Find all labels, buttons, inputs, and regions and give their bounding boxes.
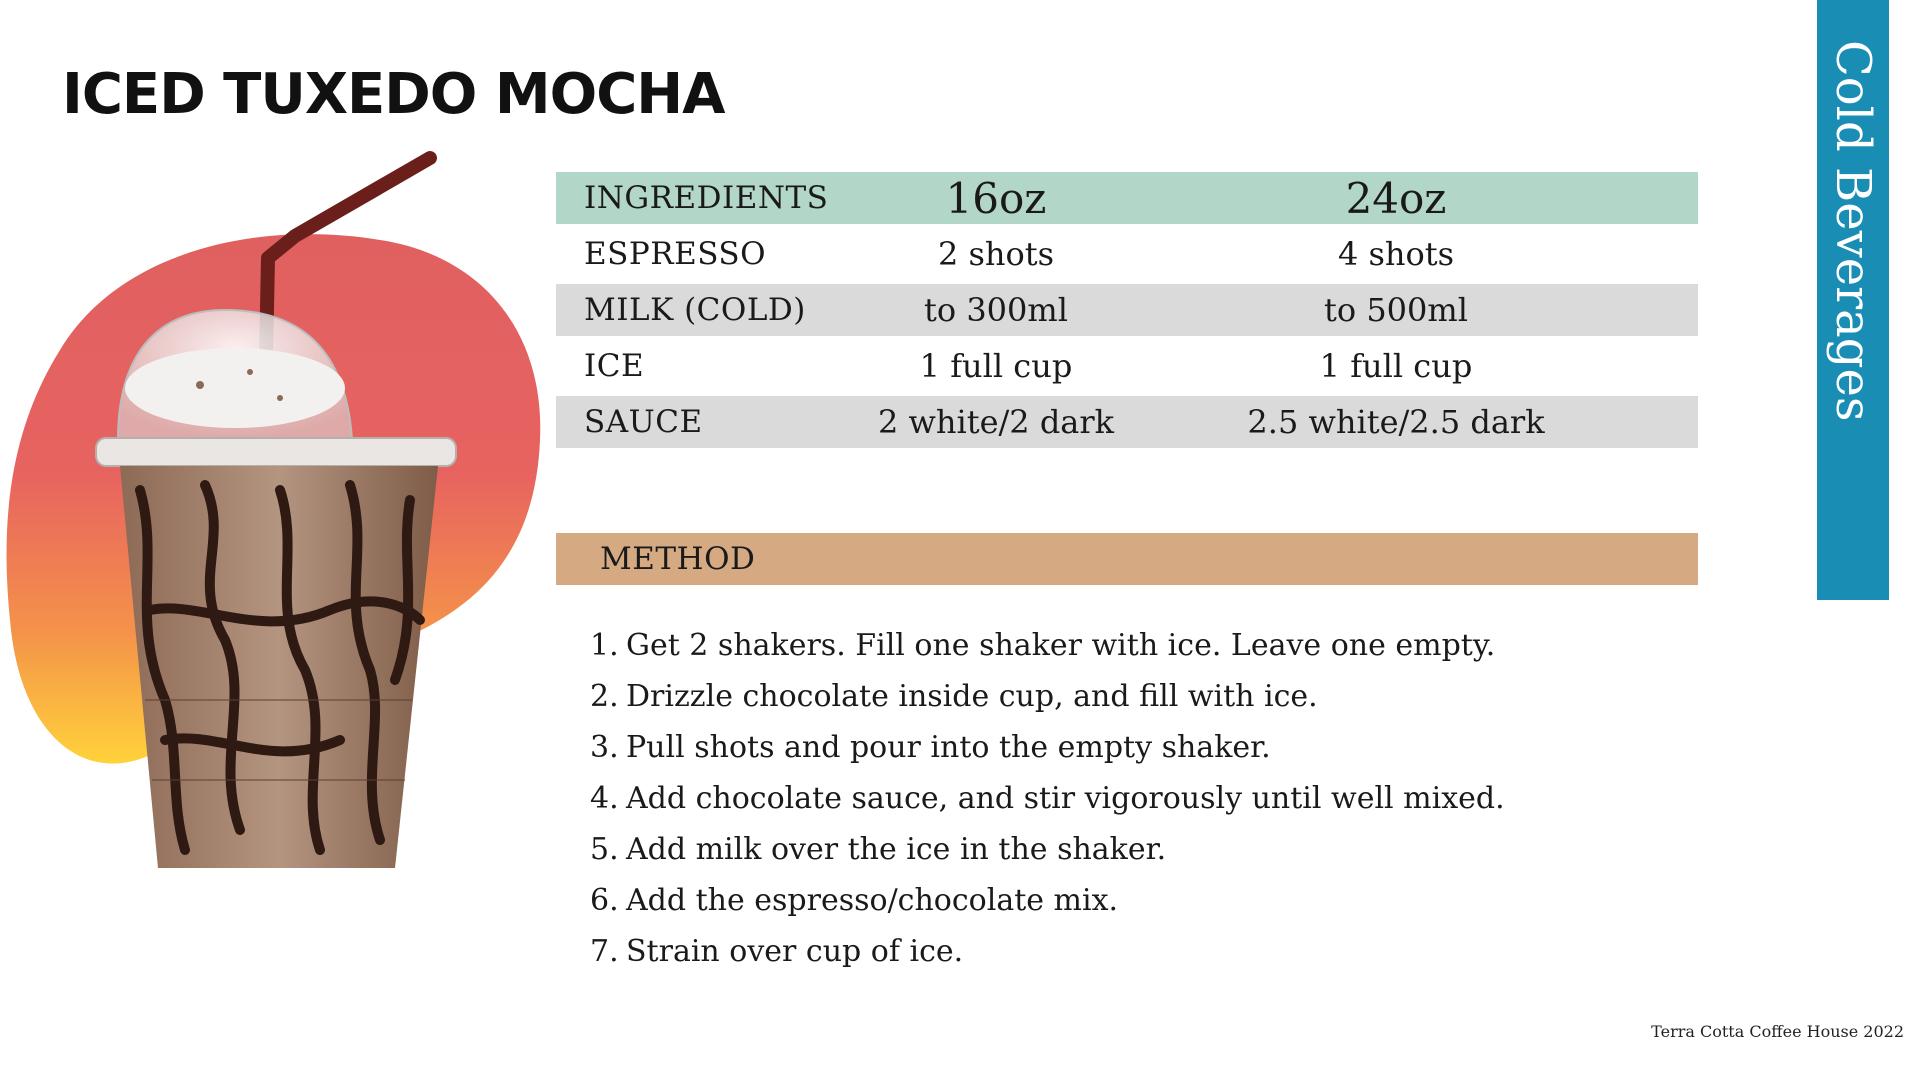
step-text: Add chocolate sauce, and stir vigorously until well mixed. <box>626 781 1505 816</box>
list-item <box>590 875 1505 926</box>
header-ingredients: INGREDIENTS <box>584 180 829 216</box>
table-header-row <box>556 172 1698 224</box>
ingredients-table <box>556 172 1698 448</box>
amount-24oz: to 500ml <box>1324 291 1468 329</box>
step-number: 1. <box>590 628 619 663</box>
ingredient-name: MILK (COLD) <box>584 292 806 328</box>
method-heading-bar <box>556 533 1698 585</box>
list-item <box>590 773 1505 824</box>
step-text: Pull shots and pour into the empty shaker. <box>626 730 1271 765</box>
side-tab <box>1817 0 1889 600</box>
list-item <box>590 926 1505 977</box>
step-text: Strain over cup of ice. <box>626 934 964 969</box>
list-item <box>590 824 1505 875</box>
step-text: Add the espresso/chocolate mix. <box>626 883 1119 918</box>
page-title: ICED TUXEDO MOCHA <box>62 62 725 127</box>
amount-24oz: 2.5 white/2.5 dark <box>1247 403 1545 441</box>
step-number: 4. <box>590 781 619 816</box>
iced-mocha-cup-illustration <box>0 140 560 880</box>
step-text: Drizzle chocolate inside cup, and fill with ice. <box>626 679 1318 714</box>
amount-16oz: 2 shots <box>937 235 1055 273</box>
cup-lid-rim <box>96 438 456 466</box>
step-number: 5. <box>590 832 619 867</box>
ingredient-name: ICE <box>584 348 645 384</box>
footer-credit: Terra Cotta Coffee House 2022 <box>1651 1022 1904 1041</box>
step-number: 6. <box>590 883 619 918</box>
table-row <box>556 336 1698 396</box>
header-24oz: 24oz <box>1345 173 1447 223</box>
amount-16oz: 1 full cup <box>919 347 1073 385</box>
ingredient-name: ESPRESSO <box>584 236 767 272</box>
cup-body <box>120 466 438 868</box>
list-item <box>590 722 1505 773</box>
amount-16oz: to 300ml <box>924 291 1068 329</box>
amount-16oz: 2 white/2 dark <box>877 403 1115 441</box>
list-item <box>590 620 1505 671</box>
table-row <box>556 284 1698 336</box>
step-text: Add milk over the ice in the shaker. <box>626 832 1167 867</box>
amount-24oz: 4 shots <box>1337 235 1455 273</box>
step-number: 3. <box>590 730 619 765</box>
step-text: Get 2 shakers. Fill one shaker with ice. Leave one empty. <box>626 628 1496 663</box>
table-row <box>556 396 1698 448</box>
list-item <box>590 671 1505 722</box>
side-tab-label: Cold Beverages <box>1825 40 1881 422</box>
step-number: 2. <box>590 679 619 714</box>
amount-24oz: 1 full cup <box>1319 347 1473 385</box>
method-heading: METHOD <box>600 541 756 577</box>
header-16oz: 16oz <box>945 173 1047 223</box>
ingredient-name: SAUCE <box>584 404 703 440</box>
table-row <box>556 224 1698 284</box>
step-number: 7. <box>590 934 619 969</box>
method-steps <box>590 620 1505 977</box>
